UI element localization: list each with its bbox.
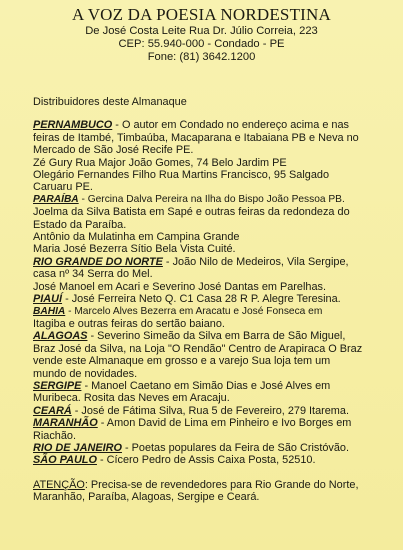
distributor-text: - Amon David de Lima em Pinheiro e Ivo Borges em <box>97 417 352 430</box>
distributor-line <box>33 454 393 466</box>
distributor-text: Estado da Paraíba. <box>33 218 127 231</box>
phone-line: Fone: (81) 3642.1200 <box>147 51 256 63</box>
distributor-line <box>33 380 393 392</box>
distributor-line <box>33 256 393 268</box>
distributor-text: - Gercina Dalva Pereira na Ilha do Bispo João Pessoa PB. <box>78 193 345 205</box>
distributor-text: mundo de novidades. <box>33 367 138 380</box>
attention-text-1: : Precisa-se de revendedores para Rio Grande do Norte, <box>84 478 359 491</box>
distributor-line <box>33 405 393 417</box>
state-name: ALAGOAS <box>33 330 88 343</box>
distributor-text: Antônio da Mulatinha em Campina Grande <box>33 231 240 244</box>
distributor-text: - Severino Simeão da Silva em Barra de São Miguel, <box>87 330 346 343</box>
distributor-text: Joelma da Silva Batista em Sapé e outras feiras da redondeza do <box>33 206 350 219</box>
state-name: CEARÁ <box>33 404 72 417</box>
distributor-text: Caruaru PE. <box>33 181 93 194</box>
distributor-line <box>33 355 393 367</box>
distributor-line <box>33 181 393 193</box>
distributor-line <box>33 430 393 442</box>
postal-code-line: CEP: 55.940-000 - Condado - PE <box>118 38 285 50</box>
distributor-text: - Marcelo Alves Bezerra em Aracatu e José Fonseca em <box>65 305 323 317</box>
distributor-line <box>33 169 393 181</box>
distributor-line <box>33 330 393 342</box>
distributor-text: - José Ferreira Neto Q. C1 Casa 28 R P. Alegre Teresina. <box>62 293 341 306</box>
distributor-text: Muribeca. Rosita das Neves em Aracaju. <box>33 392 230 405</box>
state-name: SERGIPE <box>33 379 82 392</box>
distributor-line <box>33 368 393 380</box>
state-name: SÃO PAULO <box>33 454 97 467</box>
distributor-line <box>33 343 393 355</box>
distributor-text: feiras de Itambé, Timbaúba, Macaparana e Itabaiana PB e Neva no <box>33 131 359 144</box>
distributor-text: - O autor em Condado no endereço acima e nas <box>112 119 349 132</box>
distributor-line <box>33 231 393 243</box>
distributor-line <box>33 281 393 293</box>
distributor-text: - Manoel Caetano em Simão Dias e José Alves em <box>81 379 331 392</box>
distributor-text: casa nº 34 Serra do Mel. <box>33 268 153 281</box>
distributor-text: Mercado de São José Recife PE. <box>33 144 194 157</box>
distributor-line <box>33 132 393 144</box>
distributor-line <box>33 144 393 156</box>
distributor-text: - José de Fátima Silva, Rua 5 de Fevereiro, 279 Itarema. <box>71 404 349 417</box>
distributor-line <box>33 442 393 454</box>
distributor-line <box>33 268 393 280</box>
distributor-text: José Manoel em Acari e Severino José Dantas em Parelhas. <box>33 280 326 293</box>
distributor-text: - Cícero Pedro de Assis Caixa Posta, 52510. <box>96 454 316 467</box>
distributor-line <box>33 417 393 429</box>
distributor-text: Itagiba e outras feiras do sertão baiano. <box>33 317 225 330</box>
attention-label: ATENÇÃO <box>33 478 85 491</box>
distributor-line <box>33 392 393 404</box>
distributor-text: Olegário Fernandes Filho Rua Martins Francisco, 95 Salgado <box>33 169 330 182</box>
distributor-line <box>33 194 393 206</box>
distributor-line <box>33 157 393 169</box>
distributor-text: - João Nilo de Medeiros, Vila Sergipe, <box>162 255 349 268</box>
state-name: PARAÍBA <box>33 193 79 205</box>
distributor-line <box>33 318 393 330</box>
page-title: A VOZ DA POESIA NORDESTINA <box>72 5 331 24</box>
state-name: MARANHÃO <box>33 417 98 430</box>
distributor-text: Riachão. <box>33 429 76 442</box>
distributor-line <box>33 119 393 131</box>
distributor-text: vende este Almanaque em grosso e a varejo Sua loja tem um <box>33 355 331 368</box>
distributor-line <box>33 206 393 218</box>
state-name: RIO GRANDE DO NORTE <box>33 255 163 268</box>
state-name: PIAUÍ <box>33 293 63 306</box>
distributor-text: Maria José Bezerra Sítio Bela Vista Cuité. <box>33 243 236 256</box>
state-name: PERNAMBUCO <box>33 119 113 132</box>
distributors-section <box>33 96 393 504</box>
distributor-line <box>33 243 393 255</box>
section-intro: Distribuidores deste Almanaque <box>33 96 187 108</box>
distributor-text: Braz José da Silva, na Loja "O Rendão" Centro de Arapiraca O Braz <box>33 342 363 355</box>
address-line: De José Costa Leite Rua Dr. Júlio Correia, 223 <box>85 25 318 37</box>
distributor-text: - Poetas populares da Feira de São Cristóvão. <box>121 441 349 454</box>
attention-note <box>33 479 393 491</box>
distributor-line <box>33 219 393 231</box>
distributor-list <box>33 119 393 466</box>
page-header <box>0 0 403 64</box>
distributor-text: Zé Gury Rua Major João Gomes, 74 Belo Jardim PE <box>33 156 287 169</box>
state-name: RIO DE JANEIRO <box>33 441 122 454</box>
state-name: BAHIA <box>33 305 66 317</box>
distributor-line <box>33 306 393 318</box>
distributor-line <box>33 293 393 305</box>
attention-text-2: Maranhão, Paraíba, Alagoas, Sergipe e Ceará. <box>33 491 260 504</box>
